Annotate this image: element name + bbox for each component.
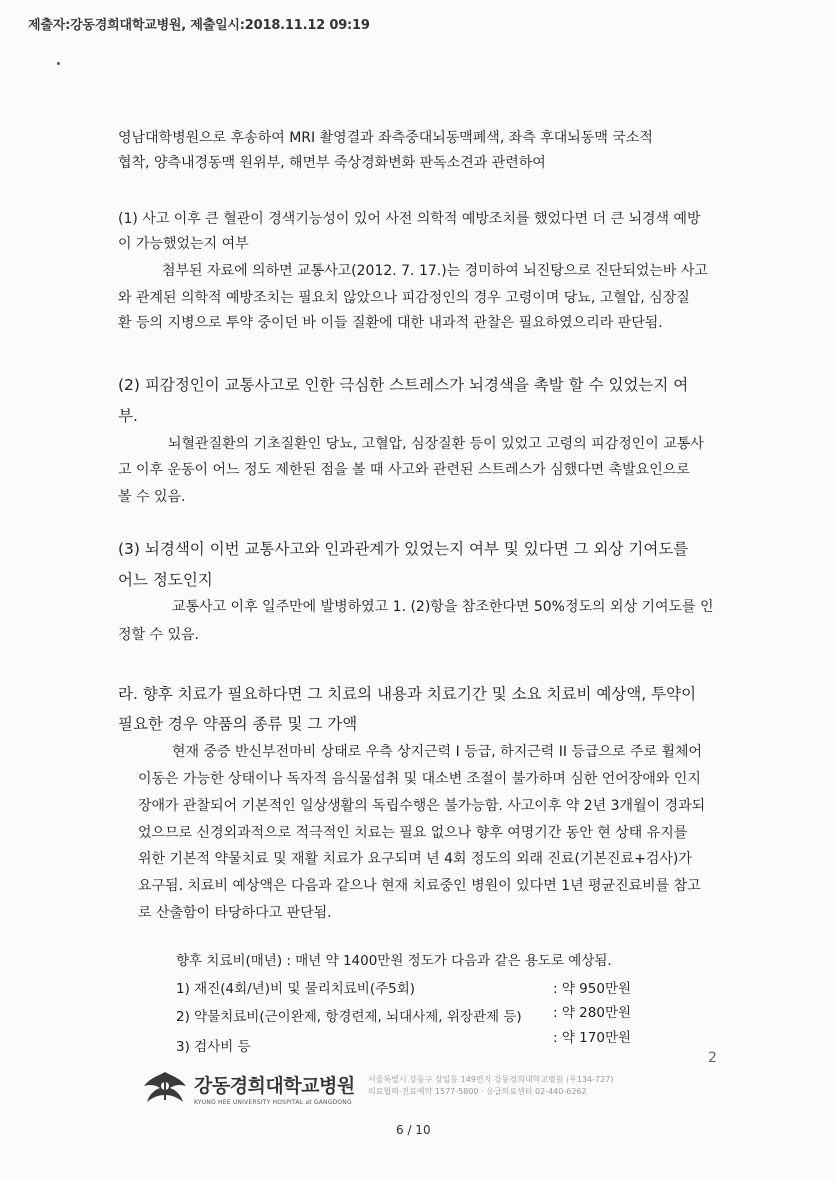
hospital-logo [140,1068,355,1108]
q4-answer-line-5: 위한 기본적 약물치료 및 재활 치료가 요구되며 년 4회 정도의 외래 진료(기본진료+검사)가 [138,851,692,867]
q4-answer-line-1: 현재 중증 반신부전마비 상태로 우측 상지근력 I 등급, 하지근력 II 등급으로 주로 휠체어 [172,744,703,760]
q3-title-line-2: 어느 정도인지 [118,571,213,589]
q4-title-line-1: 라. 향후 치료가 필요하다면 그 치료의 내용과 치료기간 및 소요 치료비 예상액, 투약이 [118,685,697,703]
q4-answer-line-3: 장애가 관찰되어 기본적인 일상생활의 독립수행은 불가능함. 사고이후 약 2년 3개월이 경과되 [138,798,706,814]
hospital-name: 강동경희대학교병원 [194,1074,355,1097]
submission-stamp: 제출자:강동경희대학교병원, 제출일시:2018.11.12 09:19 [28,18,370,33]
page-number: 2 [708,1050,717,1066]
fee-item-3-label: 3) 검사비 등 [176,1039,251,1055]
q2-title-line-2: 부. [118,407,138,425]
q4-answer-line-7: 로 산출함이 타당하다고 판단됨. [138,905,332,921]
fee-item-2-amount: : 약 280만원 [553,1005,632,1021]
intro-line-2: 협착, 양측내경동맥 원위부, 해면부 죽상경화변화 판독소견과 관련하여 [118,155,546,171]
hospital-address: 서울특별시 강동구 상일동 149번지 강동경희대학교병원 (우134-727) [368,1075,614,1084]
fee-item-1-label: 1) 재진(4회/년)비 및 물리치료비(주5회) [176,981,416,997]
q2-answer-line-3: 볼 수 있음. [118,489,186,505]
fee-item-3-amount: : 약 170만원 [553,1030,632,1046]
q2-answer-line-1: 뇌혈관질환의 기초질환인 당뇨, 고혈압, 심장질환 등이 있었고 고령의 피감정인이 교통사 [168,436,704,452]
q2-title-line-1: (2) 피감정인이 교통사고로 인한 극심한 스트레스가 뇌경색을 촉발 할 수 있었는지 여 [118,376,689,394]
q1-answer-line-1: 첨부된 자료에 의하면 교통사고(2012. 7. 17.)는 경미하여 뇌진탕으로 진단되었는바 사고 [162,263,708,279]
hospital-english-name: KYUNG HEE UNIVERSITY HOSPITAL at GANGDONG [194,1098,352,1106]
fee-item-1-amount: : 약 950만원 [553,981,632,997]
q1-title-line-1: (1) 사고 이후 큰 혈관이 경색기능성이 있어 사전 의학적 예방조치를 했었다면 더 큰 뇌경색 예방 [118,211,701,227]
q1-answer-line-2: 와 관계된 의학적 예방조치는 필요치 않았으나 피감정인의 경우 고령이며 당뇨, 고혈압, 심장질 [118,290,690,306]
intro-line-1: 영남대학병원으로 후송하여 MRI 촬영결과 좌측중대뇌동맥폐색, 좌측 후대뇌동맥 국소적 [118,130,653,146]
q4-title-line-2: 필요한 경우 약품의 종류 및 그 가액 [118,715,358,733]
q1-title-line-2: 이 가능했었는지 여부 [118,236,249,252]
hospital-emblem-icon [140,1068,190,1108]
q1-answer-line-3: 환 등의 지병으로 투약 중이던 바 이들 질환에 대한 내과적 관찰은 필요하였으리라 판단됨. [118,315,663,331]
page-indicator: 6 / 10 [396,1123,431,1137]
q3-answer-line-1: 교통사고 이후 일주만에 발병하였고 1. (2)항을 참조한다면 50%정도의 외상 기여도를 인 [172,599,714,615]
q3-title-line-1: (3) 뇌경색이 이번 교통사고와 인과관계가 있었는지 여부 및 있다면 그 외상 기여도를 [118,540,689,558]
hospital-contact: 의료협력·진료예약 1577-5800 · 응급의료센터 02-440-6262 [368,1087,587,1096]
q4-answer-line-4: 었으므로 신경외과적으로 적극적인 치료는 필요 없으나 향후 여명기간 동안 현 상태 유지를 [138,825,688,841]
fee-item-2-label: 2) 약물치료비(근이완제, 항경련제, 뇌대사제, 위장관제 등) [176,1009,522,1025]
scan-speck [57,62,60,65]
fee-summary: 향후 치료비(매년) : 매년 약 1400만원 정도가 다음과 같은 용도로 예상됨. [176,953,612,969]
q4-answer-line-6: 요구됨. 치료비 예상액은 다음과 같으나 현재 치료중인 병원이 있다면 1년 평균진료비를 참고 [138,878,701,894]
q2-answer-line-2: 고 이후 운동이 어느 정도 제한된 점을 볼 때 사고와 관련된 스트레스가 심했다면 촉발요인으로 [118,462,690,478]
q3-answer-line-2: 정할 수 있음. [118,627,199,643]
q4-answer-line-2: 이동은 가능한 상태이나 독자적 음식물섭취 및 대소변 조절이 불가하며 심한 언어장애와 인지 [138,771,701,787]
